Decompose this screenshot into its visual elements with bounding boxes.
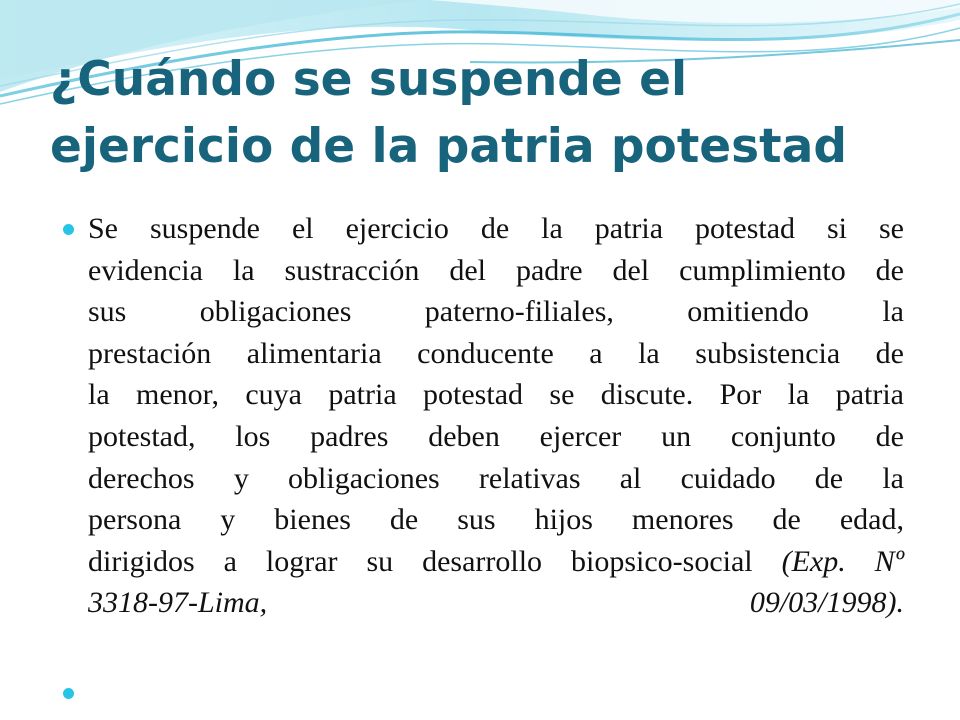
body-line-7: derechos y obligaciones relativas al cuidado de la [88, 461, 904, 495]
body-line-2: evidencia la sustracción del padre del cumplimiento de [88, 253, 904, 287]
body-line-5: la menor, cuya patria potestad se discute. Por la patria [88, 378, 904, 412]
body-line-4: prestación alimentaria conducente a la subsistencia de [88, 336, 904, 370]
body-line-9 [88, 541, 904, 583]
title-line-2: ejercicio de la patria potestad [50, 119, 847, 174]
body-line-8: persona y bienes de sus hijos menores de edad, [88, 503, 904, 537]
body-line-9-text: dirigidos a lograr su desarrollo biopsico-social [88, 544, 782, 578]
citation-case-number: 3318-97-Lima, [88, 586, 268, 620]
body-line-1: Se suspende el ejercicio de la patria potestad si se [88, 212, 904, 245]
body-line-3: sus obligaciones paterno-filiales, omitiendo la [88, 295, 904, 329]
slide-title [50, 46, 930, 180]
title-line-1: ¿Cuándo se suspende el [50, 52, 688, 107]
body-paragraph [88, 208, 904, 624]
bullet-dot-icon [63, 224, 74, 235]
body-line-6: potestad, los padres deben ejercer un conjunto de [88, 419, 904, 453]
body-line-10 [88, 582, 904, 624]
citation-date: 09/03/1998). [749, 586, 904, 620]
empty-bullet-dot-icon [63, 688, 74, 699]
citation-start: (Exp. Nº [781, 544, 904, 578]
